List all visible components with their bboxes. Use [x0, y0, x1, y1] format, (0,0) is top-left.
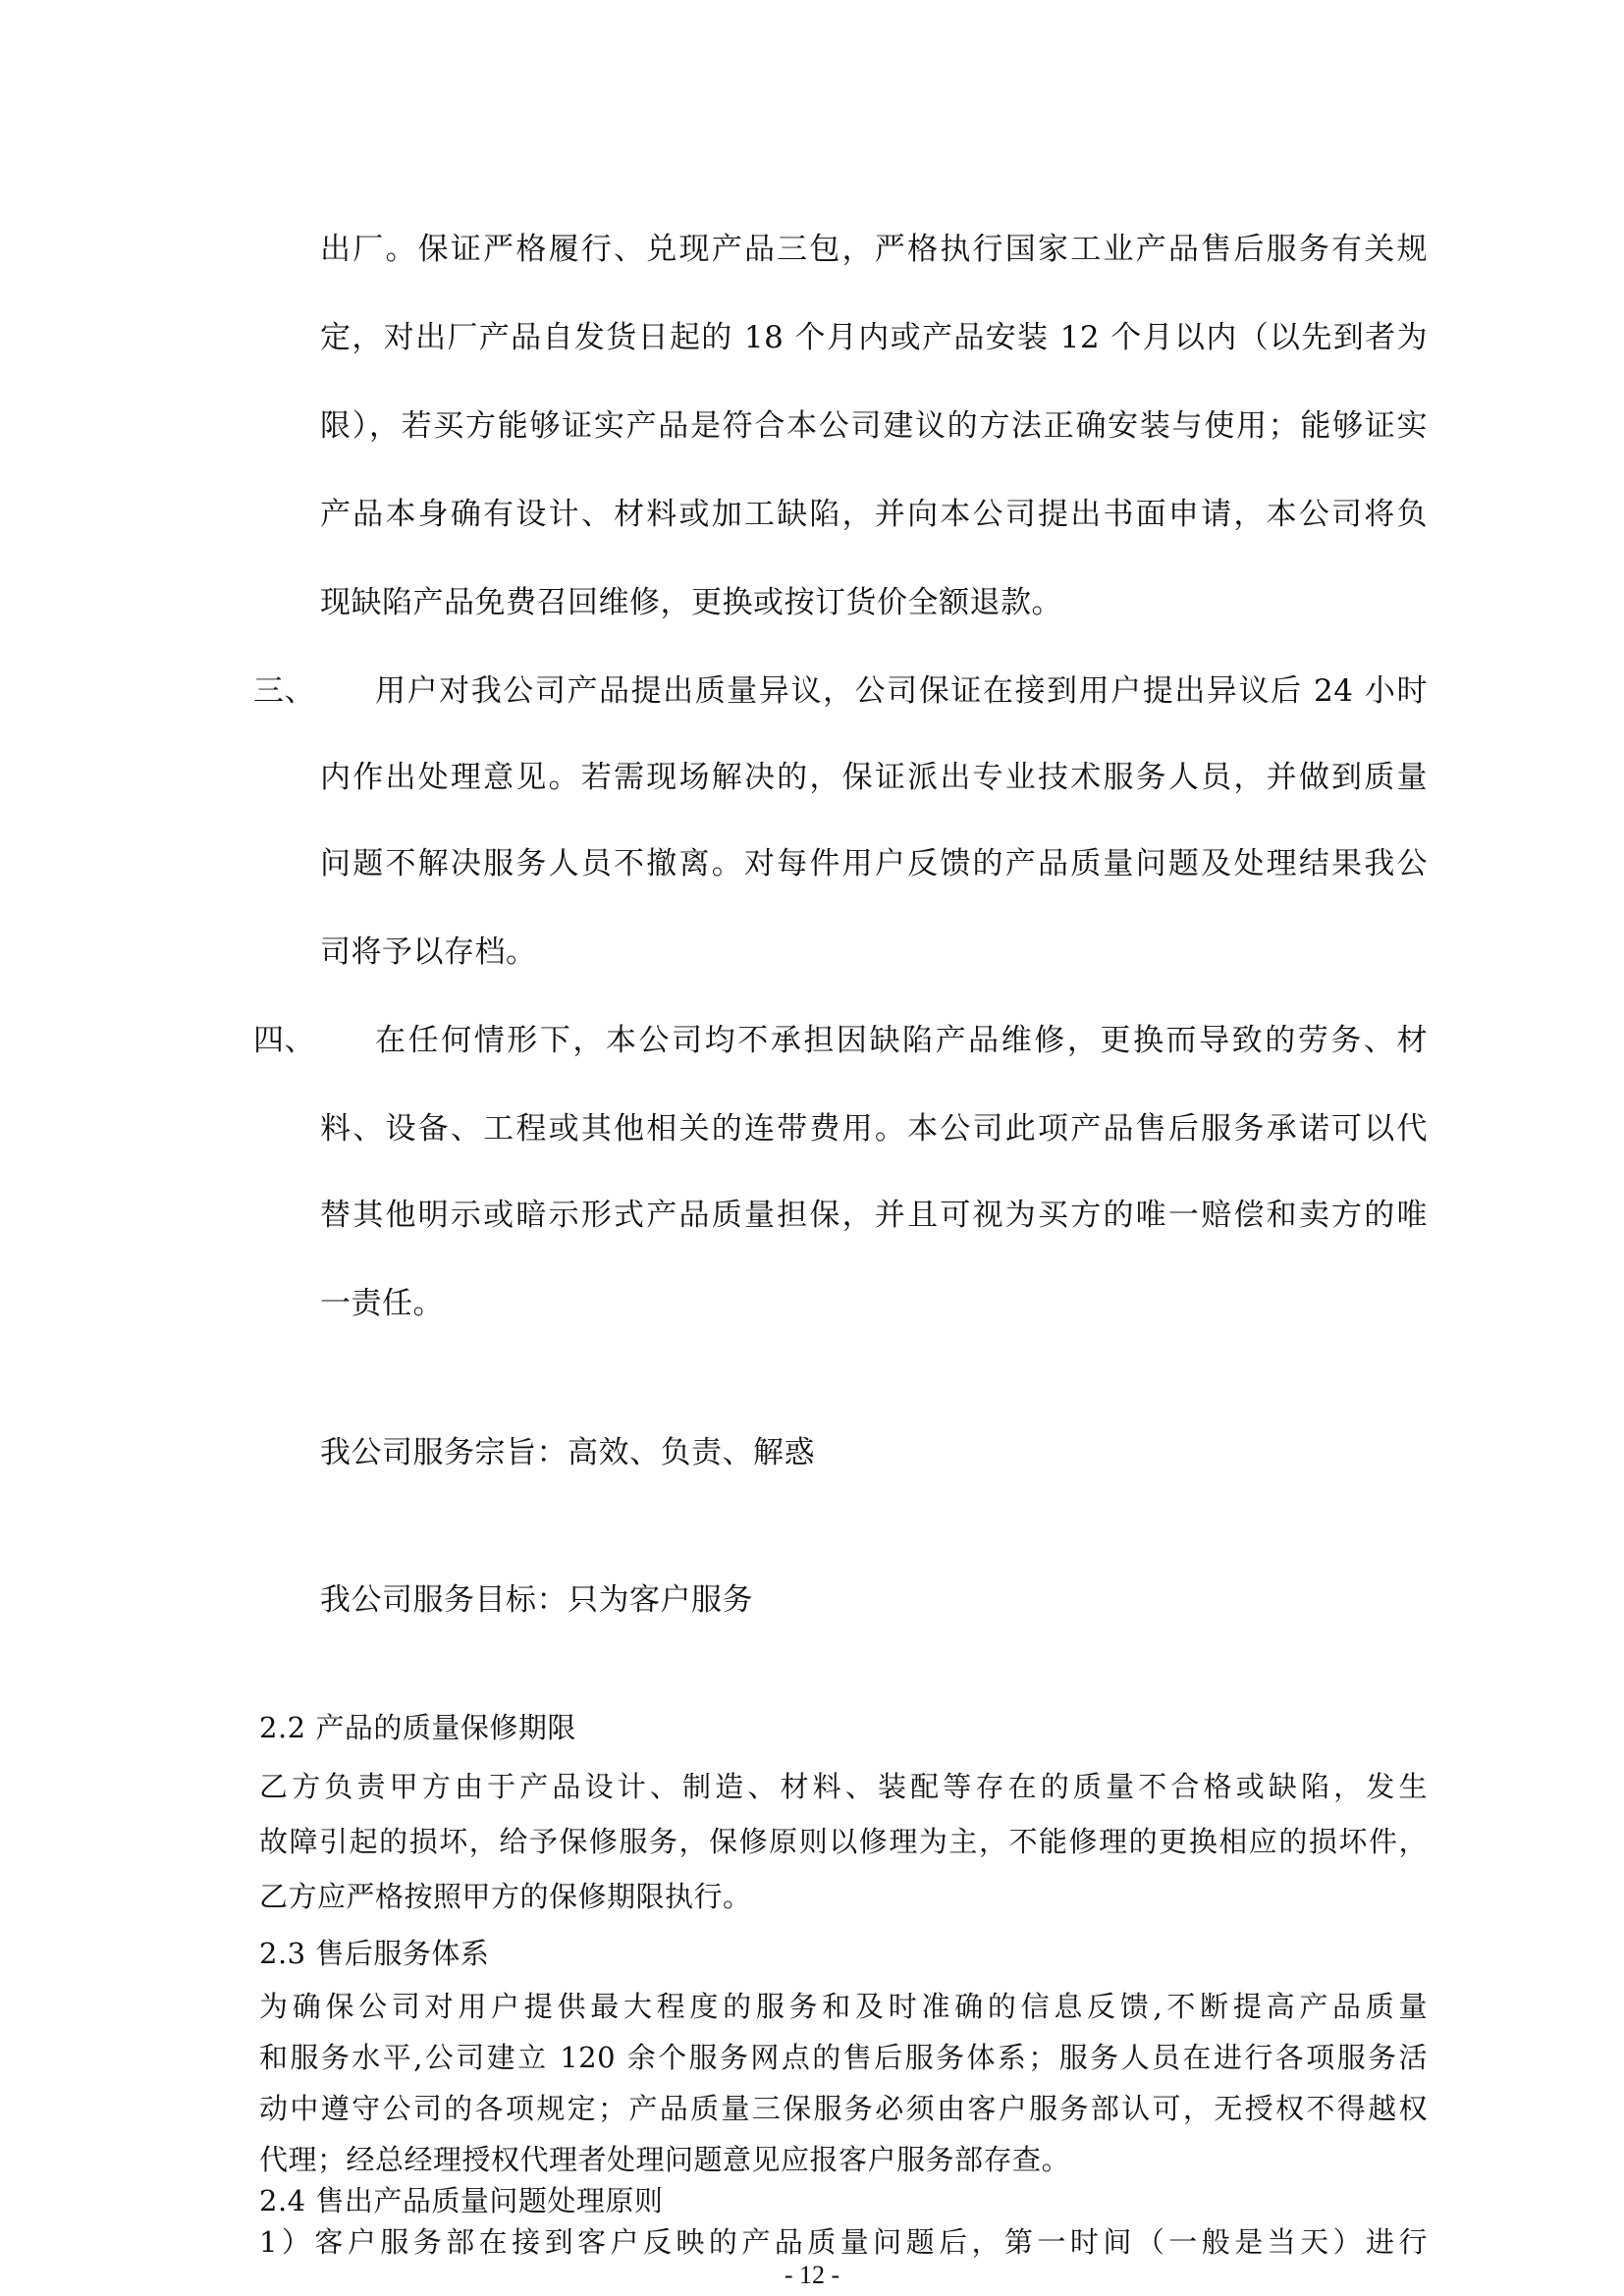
section-2-4-heading: 2.4 售出产品质量问题处理原则 — [259, 2184, 664, 2217]
section-2-2-line-2: 故障引起的损坏，给予保修服务，保修原则以修理为主，不能修理的更换相应的损坏件， — [259, 1825, 1428, 1858]
item-three-line-4: 司将予以存档。 — [320, 934, 537, 970]
item-three-line-1: 用户对我公司产品提出质量异议，公司保证在接到用户提出异议后 24 小时 — [375, 673, 1428, 709]
item-three-line-3: 问题不解决服务人员不撤离。对每件用户反馈的产品质量问题及处理结果我公 — [320, 846, 1428, 881]
item-four-line-2: 料、设备、工程或其他相关的连带费用。本公司此项产品售后服务承诺可以代 — [320, 1111, 1428, 1147]
service-goal: 我公司服务目标：只为客户服务 — [320, 1582, 753, 1618]
warranty-line-3: 限），若买方能够证实产品是符合本公司建议的方法正确安装与使用；能够证实 — [320, 408, 1428, 444]
item-four-line-3: 替其他明示或暗示形式产品质量担保，并且可视为买方的唯一赔偿和卖方的唯 — [320, 1198, 1428, 1233]
section-2-4-line-1: 1）客户服务部在接到客户反映的产品质量问题后，第一时间（一般是当天）进行 — [259, 2225, 1428, 2259]
item-four-number: 四、 — [253, 1023, 315, 1058]
section-2-3-line-1: 为确保公司对用户提供最大程度的服务和及时准确的信息反馈,不断提高产品质量 — [259, 1990, 1428, 2023]
section-2-3-line-3: 动中遵守公司的各项规定；产品质量三保服务必须由客户服务部认可，无授权不得越权 — [259, 2092, 1428, 2125]
warranty-line-5: 现缺陷产品免费召回维修，更换或按订货价全额退款。 — [320, 585, 1062, 620]
item-three-number: 三、 — [253, 673, 315, 709]
section-2-2-line-3: 乙方应严格按照甲方的保修期限执行。 — [259, 1880, 752, 1913]
section-2-3-heading: 2.3 售后服务体系 — [259, 1937, 490, 1970]
warranty-line-2: 定，对出厂产品自发货日起的 18 个月内或产品安装 12 个月以内（以先到者为 — [320, 320, 1428, 355]
item-four-line-4: 一责任。 — [320, 1286, 444, 1321]
item-three-line-2: 内作出处理意见。若需现场解决的，保证派出专业技术服务人员，并做到质量 — [320, 760, 1428, 795]
service-tenet: 我公司服务宗旨：高效、负责、解惑 — [320, 1435, 815, 1470]
section-2-2-line-1: 乙方负责甲方由于产品设计、制造、材料、装配等存在的质量不合格或缺陷，发生 — [259, 1770, 1428, 1803]
item-four-line-1: 在任何情形下，本公司均不承担因缺陷产品维修，更换而导致的劳务、材 — [375, 1023, 1428, 1058]
section-2-3-line-2: 和服务水平,公司建立 120 余个服务网点的售后服务体系；服务人员在进行各项服务活 — [259, 2041, 1428, 2074]
warranty-line-4: 产品本身确有设计、材料或加工缺陷，并向本公司提出书面申请，本公司将负 — [320, 497, 1428, 532]
section-2-3-line-4: 代理；经总经理授权代理者处理问题意见应报客户服务部存查。 — [259, 2143, 1071, 2176]
page-number: - 12 - — [784, 2261, 840, 2289]
section-2-2-heading: 2.2 产品的质量保修期限 — [259, 1711, 576, 1744]
warranty-line-1: 出厂。保证严格履行、兑现产品三包，严格执行国家工业产品售后服务有关规 — [320, 232, 1428, 267]
